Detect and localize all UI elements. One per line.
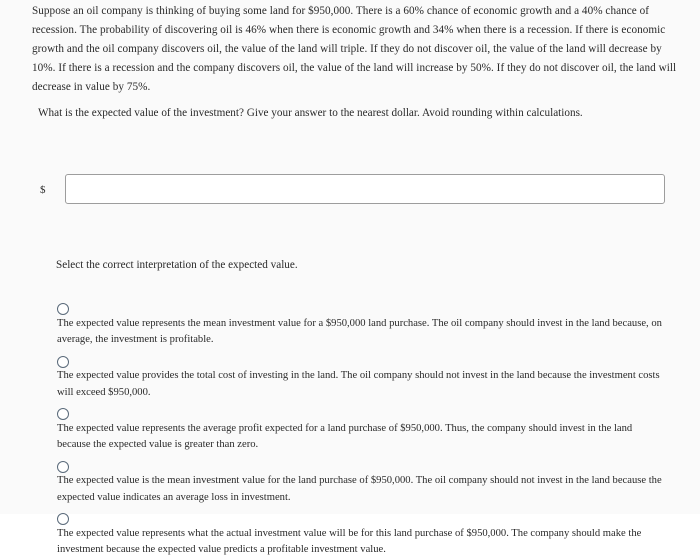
problem-text: Suppose an oil company is thinking of buying some land for $950,000. There is a 60% chance of economic growth and a 40% chance of recession. The probability of discovering oil is 46% when there is economic growth and 34% when there is a recession. If there is economic growth and the oil company discovers oil, the value of the land will triple. If they do not discover oil, the value of the land will decrease by 10%. If there is a recession and the company discovers oil, the value of the land will increase by 50%. If they do not discover oil, the land will decrease in value by 75%. [32, 5, 677, 93]
radio-button[interactable] [57, 356, 69, 368]
interpretation-prompt: Select the correct interpretation of the expected value. [56, 259, 298, 271]
option-1[interactable] [57, 301, 667, 349]
radio-button[interactable] [57, 461, 69, 473]
option-2[interactable] [57, 354, 667, 402]
option-text: The expected value represents what the actual investment value will be for this land purchase of $950,000. The company should make the investment because the expected value predicts a profitable investment value. [57, 527, 642, 555]
question-text: What is the expected value of the investment? Give your answer to the nearest dollar. Avoid rounding within calculations. [38, 107, 583, 119]
option-5[interactable] [57, 511, 667, 559]
option-text: The expected value provides the total cost of investing in the land. The oil company should not invest in the land because the investment costs will exceed $950,000. [57, 370, 660, 398]
interpretation-options [57, 296, 667, 559]
option-text: The expected value represents the average profit expected for a land purchase of $950,000. Thus, the company should invest in the land because the expected value is greater than zero. [57, 422, 633, 450]
problem-statement [32, 2, 677, 97]
radio-button[interactable] [57, 303, 69, 315]
radio-button[interactable] [57, 408, 69, 420]
option-text: The expected value represents the mean investment value for a $950,000 land purchase. The oil company should invest in the land because, on average, the investment is profitable. [57, 317, 662, 345]
option-text: The expected value is the mean investment value for the land purchase of $950,000. The oil company should not invest in the land because the expected value indicates an average loss in investment. [57, 475, 662, 503]
currency-symbol: $ [40, 184, 46, 196]
option-4[interactable] [57, 459, 667, 507]
expected-value-input[interactable] [65, 174, 665, 204]
option-3[interactable] [57, 406, 667, 454]
radio-button[interactable] [57, 513, 69, 525]
